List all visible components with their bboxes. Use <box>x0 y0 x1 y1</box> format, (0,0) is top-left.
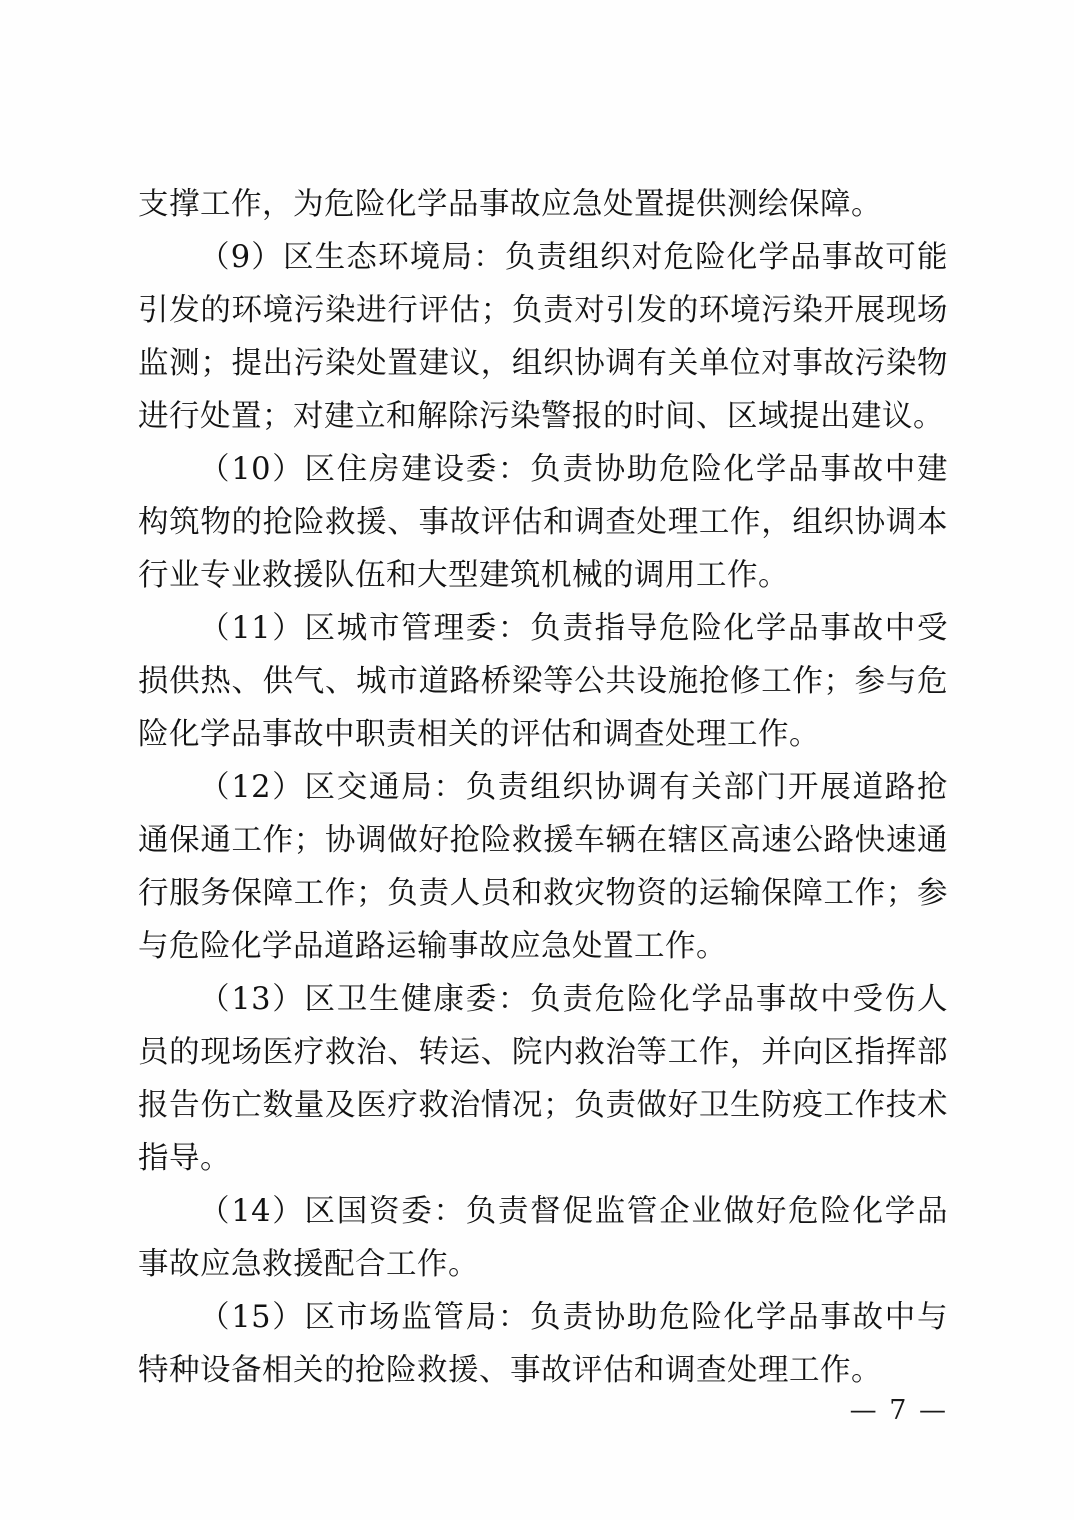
paragraph-item-15: （15）区市场监管局：负责协助危险化学品事故中与特种设备相关的抢险救援、事故评估和调查处理工作。 <box>138 1300 948 1388</box>
paragraph-item-11: （11）区城市管理委：负责指导危险化学品事故中受损供热、供气、城市道路桥梁等公共设施抢修工作；参与危险化学品事故中职责相关的评估和调查处理工作。 <box>138 611 948 752</box>
paragraph-item-14: （14）区国资委：负责督促监管企业做好危险化学品事故应急救援配合工作。 <box>138 1194 948 1282</box>
paragraph-item-12: （12）区交通局：负责组织协调有关部门开展道路抢通保通工作；协调做好抢险救援车辆在辖区高速公路快速通行服务保障工作；负责人员和救灾物资的运输保障工作；参与危险化学品道路运输事故应急处置工作。 <box>138 770 948 964</box>
paragraph-item-9: （9）区生态环境局：负责组织对危险化学品事故可能引发的环境污染进行评估；负责对引发的环境污染开展现场监测；提出污染处置建议，组织协调有关单位对事故污染物进行处置；对建立和解除污染警报的时间、区域提出建议。 <box>138 240 948 434</box>
page-body-text <box>138 178 948 1397</box>
paragraph-item-10: （10）区住房建设委：负责协助危险化学品事故中建构筑物的抢险救援、事故评估和调查处理工作，组织协调本行业专业救援队伍和大型建筑机械的调用工作。 <box>138 452 948 593</box>
page-number: — 7 — <box>849 1395 948 1426</box>
paragraph-continued: 支撑工作，为危险化学品事故应急处置提供测绘保障。 <box>138 187 882 222</box>
paragraph-item-13: （13）区卫生健康委：负责危险化学品事故中受伤人员的现场医疗救治、转运、院内救治等工作，并向区指挥部报告伤亡数量及医疗救治情况；负责做好卫生防疫工作技术指导。 <box>138 982 948 1176</box>
